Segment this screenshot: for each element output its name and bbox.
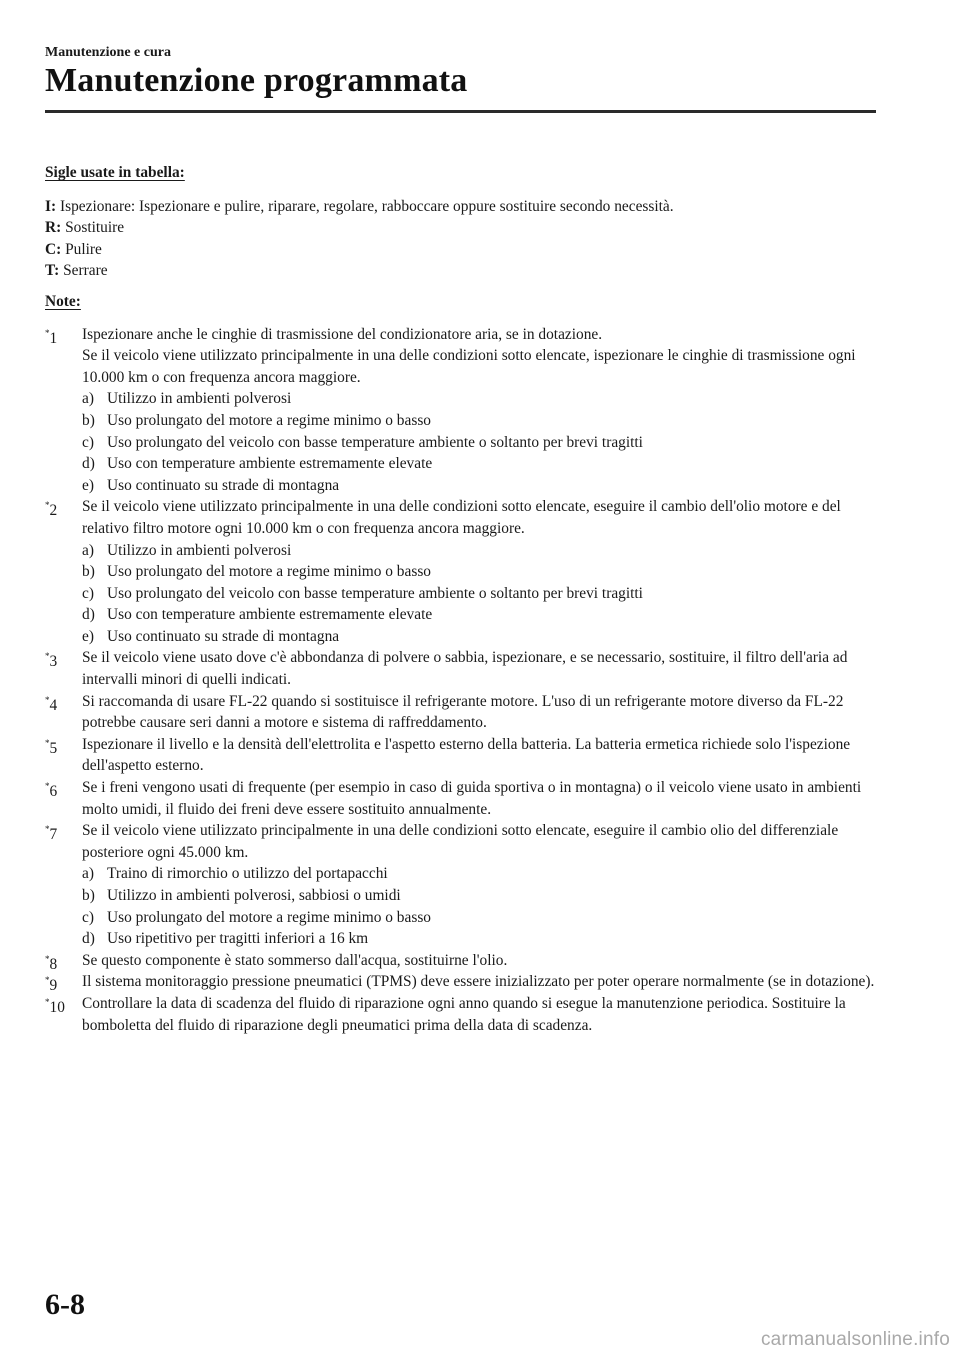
- note-text: Il sistema monitoraggio pressione pneumatici (TPMS) deve essere inizializzato per poter operare normalmente (se in dotazione).: [82, 973, 875, 991]
- notes-list: [45, 324, 875, 1037]
- subitem-text: Uso con temperature ambiente estremamente elevate: [107, 606, 433, 624]
- note-number: [45, 820, 57, 846]
- subitem-letter: a): [82, 865, 94, 883]
- notes-heading: Note:: [45, 292, 81, 310]
- note-number: [45, 993, 65, 1019]
- note-subitem: [82, 540, 875, 562]
- legend-item: [45, 239, 875, 261]
- subitem-text: Uso prolungato del motore a regime minimo o basso: [107, 411, 431, 429]
- note-item: [45, 971, 875, 993]
- note-number: [45, 647, 57, 673]
- note-marker: *: [45, 824, 50, 835]
- note-item: [45, 324, 875, 497]
- subitem-letter: b): [82, 887, 95, 904]
- note-subitem: [82, 907, 875, 929]
- note-number-value: 10: [49, 999, 65, 1017]
- legend-item: [45, 196, 875, 218]
- subitem-text: Uso prolungato del veicolo con basse temperature ambiente o soltanto per brevi tragitti: [107, 433, 643, 451]
- note-subitem: [82, 410, 875, 432]
- note-text: Se il veicolo viene usato dove c'è abbondanza di polvere o sabbia, ispezionare, e se necessario, sostituire, il filtro dell'aria ad intervalli minori di quelli indicati.: [82, 649, 848, 689]
- note-number: [45, 496, 57, 522]
- note-marker: *: [45, 327, 50, 338]
- legend-list: [45, 196, 875, 282]
- subitem-text: Utilizzo in ambienti polverosi, sabbiosi o umidi: [107, 887, 401, 904]
- subitem-text: Uso con temperature ambiente estremamente elevate: [107, 455, 433, 473]
- note-subitem: [82, 561, 875, 583]
- page-title: Manutenzione programmata: [45, 62, 468, 99]
- note-marker: *: [45, 953, 50, 964]
- subitem-text: Uso ripetitivo per tragitti inferiori a 16 km: [107, 930, 369, 948]
- subitem-text: Uso prolungato del veicolo con basse temperature ambiente o soltanto per brevi tragitti: [107, 584, 643, 602]
- legend-text: Sostituire: [65, 219, 125, 237]
- subitem-letter: a): [82, 390, 94, 408]
- legend-key: T:: [45, 262, 60, 280]
- watermark: carmanualsonline.info: [760, 1329, 950, 1350]
- note-number: [45, 324, 57, 350]
- legend-heading: Sigle usate in tabella:: [45, 164, 185, 181]
- note-subitem: [82, 928, 875, 950]
- subitem-letter: b): [82, 563, 95, 581]
- note-item: [45, 691, 875, 734]
- note-number-value: 4: [49, 696, 58, 714]
- subitem-letter: b): [82, 411, 95, 429]
- subitem-letter: c): [82, 908, 94, 926]
- note-item: [45, 950, 875, 972]
- title-rule: [45, 110, 876, 113]
- note-text: Ispezionare il livello e la densità dell'elettrolita e l'aspetto esterno della batteria. La batteria ermetica richiede solo l'ispezione dell'aspetto esterno.: [82, 735, 851, 775]
- note-marker: *: [45, 737, 50, 748]
- note-number-value: 5: [49, 739, 58, 757]
- legend-key: C:: [45, 240, 62, 258]
- subitem-letter: c): [82, 584, 94, 602]
- section-label: Manutenzione e cura: [45, 45, 171, 60]
- note-text: Se il veicolo viene utilizzato principalmente in una delle condizioni sotto elencate, eseguire il cambio olio del differenziale posteriore ogni 45.000 km.: [82, 822, 839, 861]
- subitem-letter: a): [82, 541, 94, 559]
- legend-key: I:: [45, 197, 57, 215]
- note-item: [45, 734, 875, 777]
- subitem-letter: d): [82, 455, 95, 473]
- legend-item: [45, 217, 875, 239]
- note-marker: *: [45, 975, 50, 986]
- note-item: [45, 993, 875, 1036]
- subitem-letter: d): [82, 606, 95, 624]
- note-subitem: [82, 453, 875, 475]
- note-number-value: 3: [49, 653, 58, 671]
- note-number-value: 8: [49, 955, 58, 973]
- note-item: [45, 647, 875, 690]
- note-number-value: 2: [49, 502, 58, 520]
- note-marker: *: [45, 500, 50, 511]
- note-marker: *: [45, 694, 50, 705]
- note-item: [45, 496, 875, 647]
- note-text: Se i freni vengono usati di frequente (per esempio in caso di guida sportiva o in montagna) o il veicolo viene usato in ambienti molto umidi, il fluido dei freni deve essere sostituito annualmente.: [82, 779, 862, 818]
- legend-text: Pulire: [65, 240, 102, 258]
- note-number-value: 6: [49, 783, 58, 801]
- subitem-text: Uso continuato su strade di montagna: [107, 627, 340, 645]
- note-item: [45, 820, 875, 950]
- note-number: [45, 691, 57, 717]
- note-subitem: [82, 583, 875, 605]
- note-number-value: 7: [49, 826, 58, 844]
- subitem-text: Traino di rimorchio o utilizzo del portapacchi: [107, 865, 388, 883]
- note-subitem: [82, 388, 875, 410]
- legend-item: [45, 260, 875, 282]
- subitem-text: Uso continuato su strade di montagna: [107, 476, 340, 494]
- note-text: Controllare la data di scadenza del fluido di riparazione ogni anno quando si esegue la manutenzione periodica. Sostituire la bomboletta del fluido di riparazione degli pneumatici prima della data di scadenza.: [82, 994, 846, 1034]
- note-subitem: [82, 432, 875, 454]
- note-subitem: [82, 604, 875, 626]
- note-subitem: [82, 475, 875, 497]
- note-text: Ispezionare anche le cinghie di trasmissione del condizionatore aria, se in dotazione.: [82, 325, 603, 343]
- note-item: [45, 777, 875, 820]
- subitem-text: Uso prolungato del motore a regime minimo o basso: [107, 908, 431, 926]
- note-marker: *: [45, 996, 50, 1007]
- note-text: Se il veicolo viene utilizzato principalmente in una delle condizioni sotto elencate, ispezionare le cinghie di trasmissione ogni 10.000 km o con frequenza ancora maggiore.: [82, 347, 856, 386]
- note-text: Se il veicolo viene utilizzato principalmente in una delle condizioni sotto elencate, eseguire il cambio dell'olio motore e del relativo filtro motore ogni 10.000 km o con frequenza ancora maggiore.: [82, 498, 841, 537]
- note-text: Si raccomanda di usare FL-22 quando si sostituisce il refrigerante motore. L'uso di un refrigerante motore diverso da FL-22 potrebbe causare seri danni a motore e sistema di raffreddamento.: [82, 692, 844, 732]
- note-subitem: [82, 885, 875, 907]
- note-marker: *: [45, 651, 50, 662]
- subitem-letter: c): [82, 433, 94, 451]
- note-number: [45, 734, 57, 760]
- note-marker: *: [45, 781, 50, 792]
- subitem-text: Uso prolungato del motore a regime minimo o basso: [107, 563, 431, 581]
- subitem-text: Utilizzo in ambienti polverosi: [107, 390, 292, 408]
- note-number: [45, 777, 57, 803]
- note-number-value: 9: [49, 977, 58, 995]
- subitem-letter: e): [82, 627, 94, 645]
- page-content: [45, 162, 875, 1036]
- subitem-text: Utilizzo in ambienti polverosi: [107, 541, 292, 559]
- subitem-letter: d): [82, 930, 95, 948]
- legend-text: Serrare: [63, 262, 108, 280]
- note-subitem: [82, 626, 875, 648]
- legend-text: Ispezionare: Ispezionare e pulire, riparare, regolare, rabboccare oppure sostituire secondo necessità.: [59, 197, 674, 215]
- subitem-letter: e): [82, 476, 94, 494]
- note-subitem: [82, 863, 875, 885]
- note-text: Se questo componente è stato sommerso dall'acqua, sostituirne l'olio.: [82, 951, 508, 969]
- note-number-value: 1: [49, 329, 58, 347]
- legend-key: R:: [45, 219, 62, 237]
- page-number: 6-8: [45, 1288, 85, 1321]
